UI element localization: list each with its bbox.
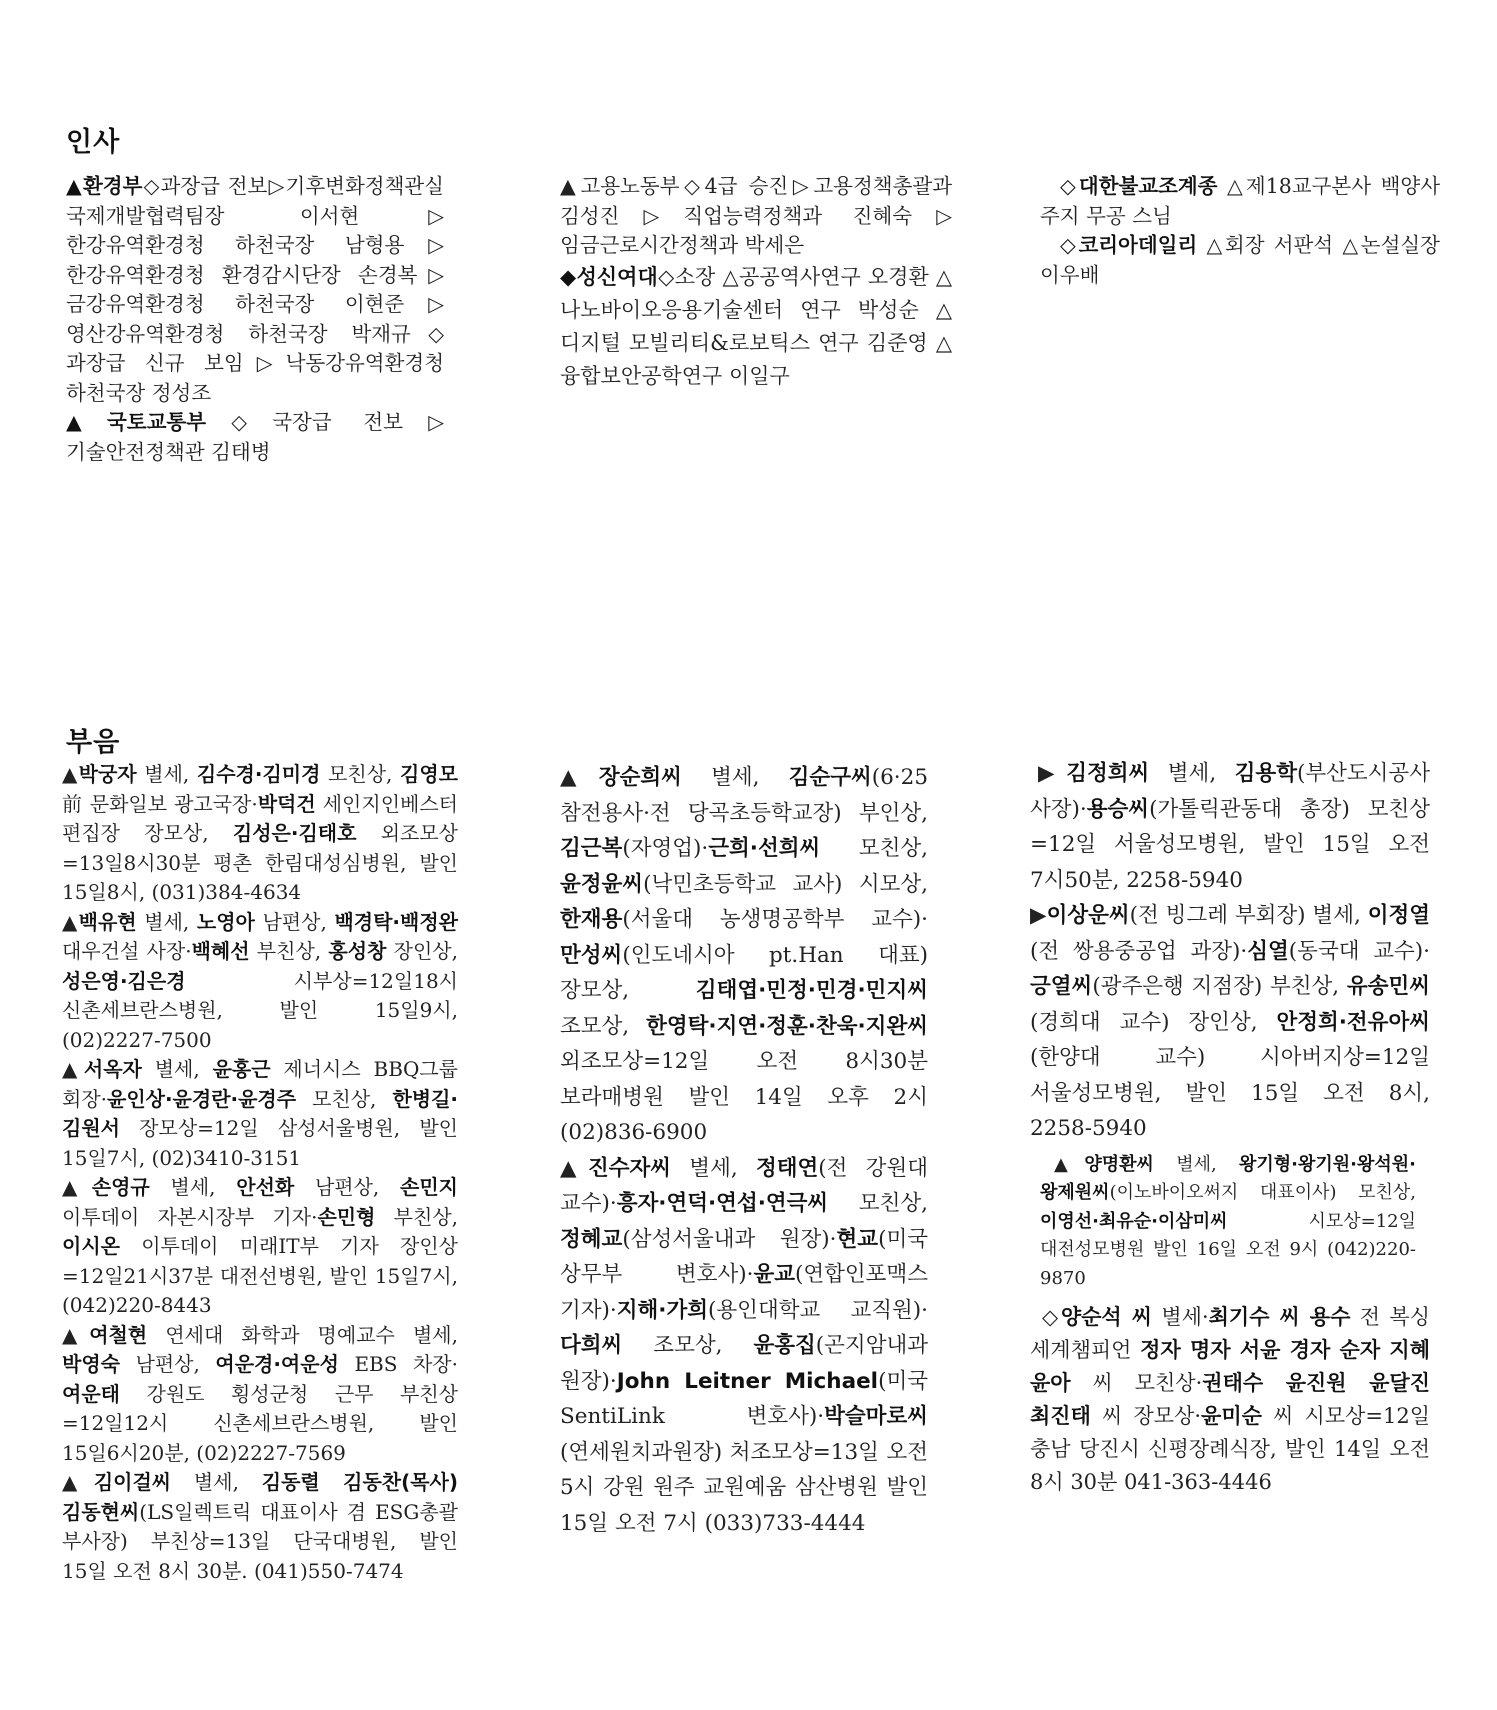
person-name: 심열 — [1247, 938, 1289, 964]
insa-entry-body: ◇소장 △공공역사연구 오경환 △나노바이오응용기술센터 연구 박성순 △디지털 모빌리티&로보틱스 연구 김준영 △융합보안공학연구 이일구 — [560, 264, 952, 388]
bueum-entry: ▲장순희씨 별세, 김순구씨(6·25 참전용사·전 당곡초등학교장) 부인상, 김근복(자영업)·근희·선희씨 모친상, 윤정윤씨(낙민초등학교 교사) 시모상, 한재용(서울대 농생명공학부 교수)·만성씨(인도네시아 pt.Han 대표) 장모상, 김태엽·민정·민경·민지씨 조모상, 한영탁·지연·정훈·찬욱·지완씨 외조모상=12일 오전 8시30분 보라매병원 발인 14일 오후 2시 (02)836-6900 — [560, 765, 928, 1145]
person-name: 서옥자 — [83, 1057, 142, 1081]
person-name: 양명환씨 — [1084, 1153, 1154, 1175]
person-name: 손민지 — [400, 1175, 458, 1199]
insa-entry-body: ◇과장급 전보▷기후변화정책관실 국제개발협력팀장 이서현▷한강유역환경청 하천국장 남형용▷한강유역환경청 환경감시단장 손경복▷금강유역환경청 하천국장 이현준▷영산강유역환경청 하천국장 박재규◇과장급 신규 보임▷낙동강유역환경청 하천국장 정성조 — [66, 174, 444, 405]
insa-entry-head: ◆성신여대 — [560, 264, 658, 289]
person-name: 근희·선희씨 — [708, 836, 821, 861]
person-name: 손민형 — [317, 1204, 376, 1229]
person-name: 윤정윤씨 — [560, 871, 644, 897]
person-name: 긍열씨 — [1030, 974, 1093, 999]
person-name: 여운태 — [62, 1381, 120, 1406]
person-name: 정태연 — [755, 1155, 819, 1181]
bueum-entry: ◇양순석 씨 별세·최기수 씨 용수 전 복싱 세계챔피언 정자 명자 서윤 경자 순자 지혜 윤아 씨 모친상·권태수 윤진원 윤달진 최진태 씨 장모상·윤미순 씨 시모상=12일 충남 당진시 신평장례식장, 발인 14일 오전 8시 30분 041-363-4446 — [1030, 1305, 1431, 1494]
person-name: 윤홍근 — [212, 1057, 271, 1081]
person-name: 한영탁·지연·정훈·찬욱·지완씨 — [646, 1013, 928, 1039]
person-name: 박궁자 — [78, 762, 137, 786]
bueum-entry: ▲김이걸씨 별세, 김동렬 김동찬(목사) 김동현씨(LS일렉트릭 대표이사 겸 ESG총괄 부사장) 부친상=13일 단국대병원, 발인 15일 오전 8시 30분. (041)550-7474 — [62, 1470, 459, 1583]
insa-entry-head: ◇코리아데일리 — [1060, 233, 1198, 257]
insa-entry-ministry-land — [66, 408, 444, 467]
bueum-column-3 — [1030, 756, 1430, 1499]
person-name: 홍성창 — [328, 939, 387, 963]
bueum-entry-small: ▲양명환씨 별세, 왕기형·왕기원·왕석원·왕제원씨(이노바이오써지 대표이사) 모친상, 이영선·최유순·이삼미씨 시모상=12일 대전성모병원 발인 16일 오전 9시 (042)220-9870 — [1040, 1153, 1416, 1289]
insa-entry-jogye — [1040, 172, 1440, 231]
person-name: 지해·가희 — [616, 1297, 709, 1323]
person-name: 안정희·전유아씨 — [1276, 1009, 1430, 1035]
person-name: 권태수 윤진원 윤달진 최진태 — [1030, 1371, 1431, 1428]
bueum-entry: ▲진수자씨 별세, 정태연(전 강원대 교수)·흥자·연덕·연섭·연극씨 모친상, 정혜교(삼성서울내과 원장)·현교(미국 상무부 변호사)·윤교(연합인포맥스 기자)·지해·가희(용인대학교 교직원)·다희씨 조모상, 윤홍집(곤지암내과 원장)·John Leitner Michael(미국 SentiLink 변호사)·박슬마로씨(연세원치과원장) 처조모상=13일 오전 5시 강원 원주 교원예움 삼산병원 발인 15일 오전 7시 (033)733-4444 — [560, 1155, 928, 1536]
person-name: 윤인상·윤경란·윤경주 — [107, 1086, 297, 1111]
person-name: John Leitner Michael — [616, 1368, 879, 1394]
person-name: 정혜교 — [560, 1226, 623, 1252]
person-name: 이상운씨 — [1046, 903, 1130, 928]
person-name: 윤미순 — [1201, 1404, 1262, 1428]
person-name: 양순석 씨 — [1060, 1305, 1153, 1329]
person-name: 정자 명자 서윤 경자 순자 지혜 윤아 — [1030, 1338, 1430, 1395]
person-name: 성은영·김은경 — [62, 968, 186, 993]
insa-entry-head: ▲국토교통부 — [66, 410, 207, 434]
insa-section-title: 인사 — [66, 127, 121, 158]
person-name: 현교 — [836, 1226, 879, 1252]
person-name: 진수자씨 — [587, 1155, 672, 1181]
person-name: 백혜선 — [191, 939, 250, 963]
person-name: 김동렬 김동찬(목사) 김동현씨 — [62, 1470, 459, 1524]
person-name: 한병길·김원서 — [62, 1086, 458, 1140]
person-name: 김순구씨 — [788, 765, 872, 790]
bueum-entry: ▲박궁자 별세, 김수경·김미경 모친상, 김영모 前 문화일보 광고국장·박덕건 세인지인베스터 편집장 장모상, 김성은·김태호 외조모상=13일8시30분 평촌 한림대성심병원, 발인 15일8시, (031)384-4634 — [62, 762, 459, 904]
bueum-entry: ▲손영규 별세, 안선화 남편상, 손민지 이투데이 자본시장부 기자·손민형 부친상, 이시온 이투데이 미래IT부 기자 장인상=12일21시37분 대전선병원, 발인 15일7시, (042)220-8443 — [62, 1175, 458, 1317]
bueum-column-1 — [62, 760, 458, 1586]
bueum-entry: ▶이상운씨(전 빙그레 부회장) 별세, 이정열(전 쌍용중공업 과장)·심열(동국대 교수)·긍열씨(광주은행 지점장) 부친상, 유송민씨(경희대 교수) 장인상, 안정희·전유아씨(한양대 교수) 시아버지상=12일 서울성모병원, 발인 15일 오전 8시, 2258-5940 — [1030, 903, 1430, 1141]
person-name: 박영숙 — [62, 1352, 120, 1376]
person-name: 윤교 — [753, 1262, 795, 1287]
insa-entry-body: △제18교구본사 백양사 주지 무공 스님 — [1040, 174, 1440, 228]
person-name: 다희씨 — [560, 1333, 623, 1358]
person-name: 김태엽·민정·민경·민지씨 — [695, 978, 928, 1003]
person-name: 한재용 — [560, 907, 623, 932]
bueum-entry: ▶김정희씨 별세, 김용학(부산도시공사 사장)·용승씨(가톨릭관동대 총장) 모친상=12일 서울성모병원, 발인 15일 오전 7시50분, 2258-5940 — [1030, 761, 1430, 893]
insa-entry-ministry-labor — [560, 172, 952, 261]
person-name: 안선화 — [236, 1175, 295, 1199]
person-name: 김용학 — [1234, 761, 1297, 786]
insa-entry-head: ▲환경부 — [66, 174, 143, 198]
insa-entry-body: △회장 서판석 △논설실장 이우배 — [1040, 233, 1440, 287]
person-name: 왕기형·왕기원·왕석원·왕제원씨 — [1040, 1153, 1416, 1203]
person-name: 용승씨 — [1086, 796, 1150, 822]
insa-column-2 — [560, 172, 952, 393]
person-name: 김영모 — [400, 762, 458, 786]
person-name: 윤홍집 — [753, 1333, 816, 1358]
person-name: 백유현 — [78, 909, 137, 934]
insa-entry-body: ▲고용노동부◇4급 승진▷고용정책총괄과 김성진▷직업능력정책과 진혜숙▷임금근로시간정책과 박세은 — [560, 174, 952, 257]
bueum-entry: ▲백유현 별세, 노영아 남편상, 백경탁·백정완 대우건설 사장·백혜선 부친상, 홍성창 장인상, 성은영·김은경 시부상=12일18시 신촌세브란스병원, 발인 15일9시, (02)2227-7500 — [62, 909, 458, 1052]
bueum-entry: ▲서옥자 별세, 윤홍근 제너시스 BBQ그룹 회장·윤인상·윤경란·윤경주 모친상, 한병길·김원서 장모상=12일 삼성서울병원, 발인 15일7시, (02)3410-3151 — [62, 1057, 458, 1170]
insa-entry-koreadaily — [1040, 231, 1440, 290]
person-name: 김성은·김태호 — [232, 821, 357, 845]
bueum-column-2 — [560, 760, 928, 1541]
person-name: 김이걸씨 — [93, 1470, 172, 1494]
person-name: 김수경·김미경 — [196, 762, 321, 786]
person-name: 최기수 씨 용수 — [1208, 1305, 1351, 1329]
person-name: 김근복 — [560, 836, 623, 861]
person-name: 여철현 — [89, 1322, 148, 1347]
insa-entry-head: ◇대한불교조계종 — [1060, 174, 1218, 198]
person-name: 여운경·여운성 — [215, 1352, 339, 1376]
person-name: 이정열 — [1367, 903, 1430, 928]
person-name: 박슬마로씨 — [824, 1404, 928, 1429]
insa-column-3 — [1040, 172, 1440, 290]
person-name: 백경탁·백정완 — [334, 909, 458, 934]
person-name: 장순희씨 — [598, 765, 682, 790]
person-name: 김정희씨 — [1066, 761, 1150, 786]
bueum-section-title: 부음 — [66, 727, 121, 758]
insa-entry-ministry-environment — [66, 172, 444, 408]
insa-column-1 — [66, 172, 444, 467]
bueum-entry: ▲여철현 연세대 화학과 명예교수 별세, 박영숙 남편상, 여운경·여운성 EBS 차장·여운태 강원도 횡성군청 근무 부친상=12일12시 신촌세브란스병원, 발인 15일6시20분, (02)2227-7569 — [62, 1322, 458, 1465]
person-name: 흥자·연덕·연섭·연극씨 — [616, 1191, 829, 1216]
insa-entry-sungshin — [560, 261, 952, 393]
person-name: 손영규 — [91, 1175, 150, 1199]
person-name: 이시온 — [62, 1234, 120, 1258]
person-name: 노영아 — [196, 909, 255, 934]
person-name: 만성씨 — [560, 942, 623, 968]
person-name: 박덕건 — [257, 791, 316, 816]
insa-entry-body: ◇국장급 전보▷기술안전정책관 김태병 — [66, 410, 445, 464]
person-name: 유송민씨 — [1346, 974, 1430, 999]
person-name: 이영선·최유순·이삼미씨 — [1040, 1210, 1228, 1232]
